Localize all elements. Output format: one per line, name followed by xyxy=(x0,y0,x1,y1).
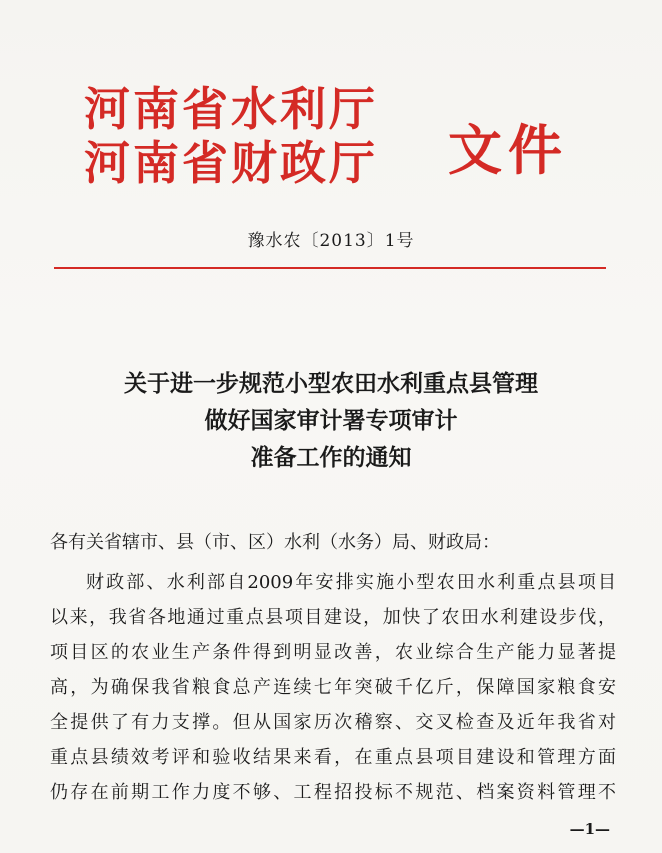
title-line: 准备工作的通知 xyxy=(250,445,412,471)
title-line: 做好国家审计署专项审计 xyxy=(204,408,458,434)
body-line: 项目区的农业生产条件得到明显改善，农业综合生产能力显著提 xyxy=(50,642,616,663)
document-type: 文件 xyxy=(448,119,568,182)
page-number: —1— xyxy=(569,820,610,838)
document-number: 豫水农〔2013〕1号 xyxy=(247,231,415,251)
body-line: 高，为确保我省粮食总产连续七年突破千亿斤，保障国家粮食安 xyxy=(50,677,616,698)
issuer-finance: 河南省财政厅 xyxy=(84,136,378,190)
body-line: 以来，我省各地通过重点县项目建设，加快了农田水利建设步伐， xyxy=(50,607,616,628)
issuing-authorities xyxy=(84,82,378,190)
red-divider xyxy=(54,267,606,269)
body-line: 仍存在前期工作力度不够、工程招投标不规范、档案资料管理不 xyxy=(50,782,616,803)
document-title xyxy=(0,366,662,477)
body-line: 财政部、水利部自2009年安排实施小型农田水利重点县项目 xyxy=(86,572,616,593)
issuer-water-resources: 河南省水利厅 xyxy=(84,82,378,136)
body-line: 全提供了有力支撑。但从国家历次稽察、交叉检查及近年我省对 xyxy=(50,712,616,733)
body-paragraph xyxy=(50,565,616,810)
title-line: 关于进一步规范小型农田水利重点县管理 xyxy=(124,371,538,397)
body-line: 重点县绩效考评和验收结果来看，在重点县项目建设和管理方面 xyxy=(50,747,616,768)
salutation: 各有关省辖市、县（市、区）水利（水务）局、财政局： xyxy=(50,532,500,553)
